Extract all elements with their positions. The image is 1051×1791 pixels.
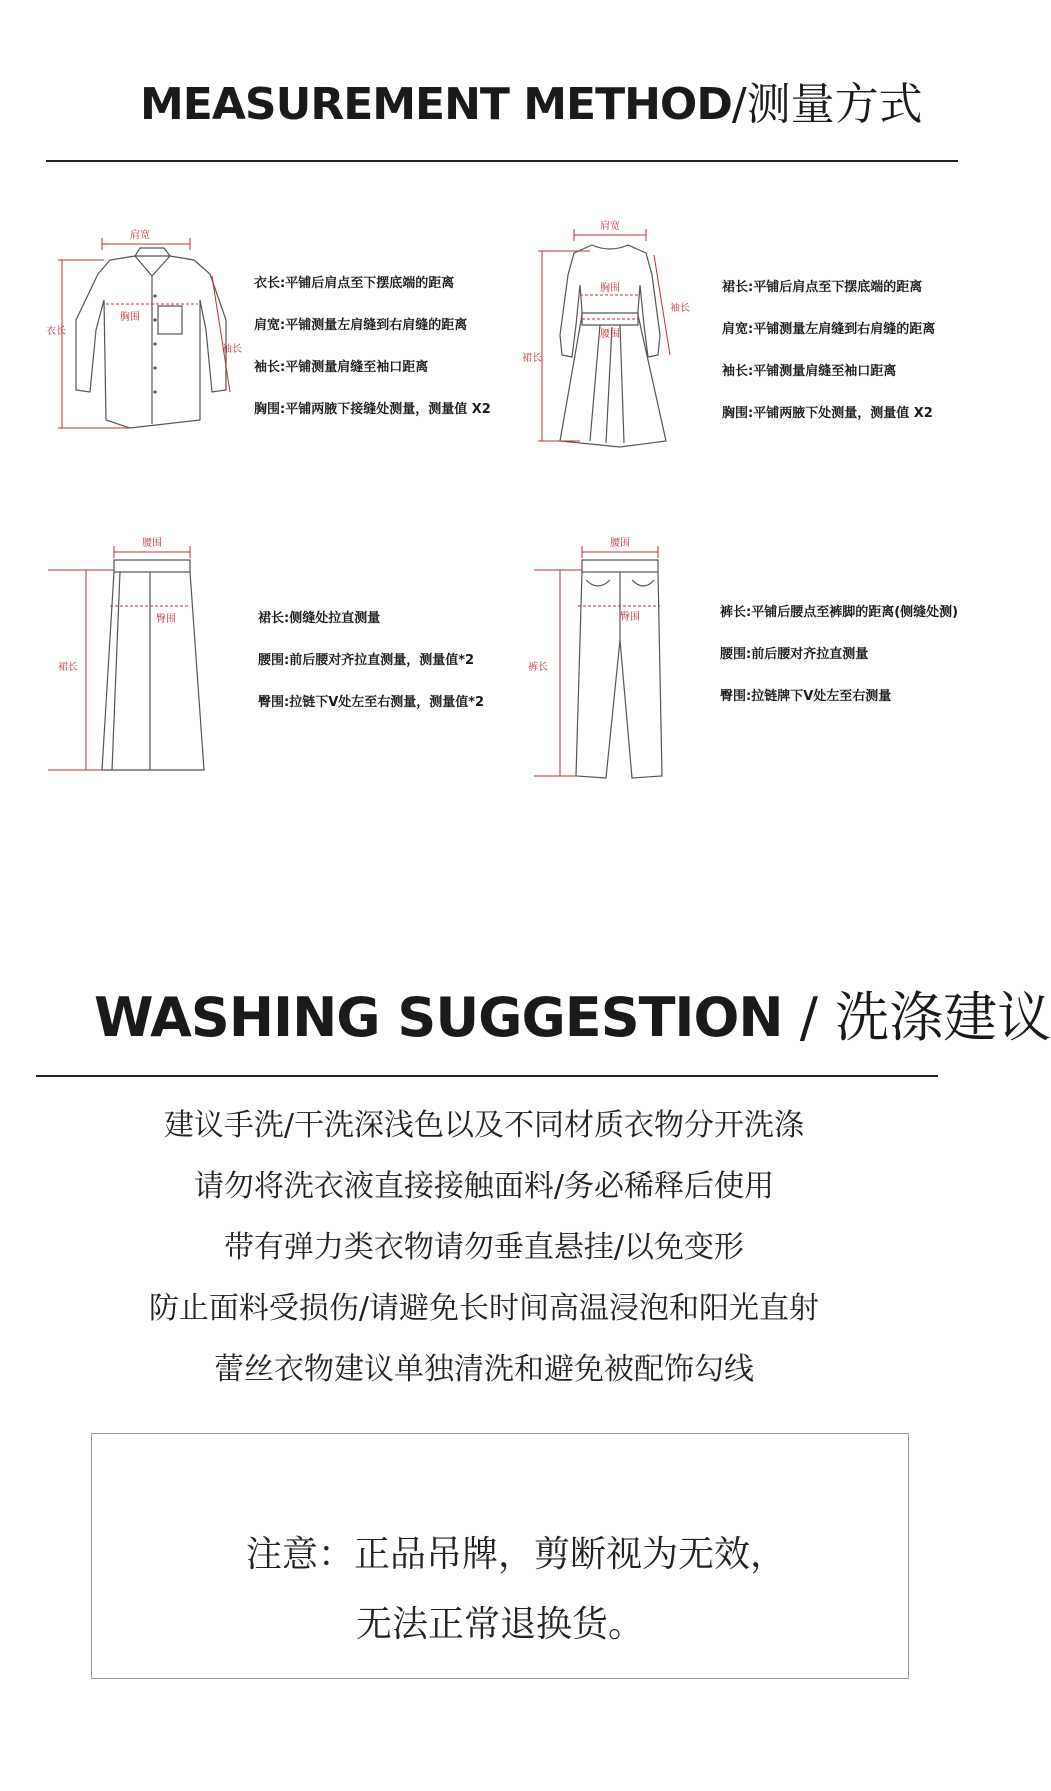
dress-sleeve-label: 袖长 (670, 303, 690, 314)
dress-line: 袖长:平铺测量肩缝至袖口距离 (722, 364, 897, 379)
skirt-line: 臀围:拉链下V处左至右测量，测量值*2 (258, 695, 485, 710)
pants-hip-label: 臀围 (620, 612, 640, 623)
pants-line: 腰围:前后腰对齐拉直测量 (720, 647, 869, 662)
measurement-title (140, 78, 923, 132)
shirt-sleeve-label: 袖长 (222, 344, 242, 355)
dress-line: 裙长:平铺后肩点至下摆底端的距离 (722, 280, 923, 295)
notice-line-1: 注意：正品吊牌，剪断视为无效， (245, 1534, 786, 1575)
measurement-title-en: MEASUREMENT METHOD (140, 79, 732, 130)
dress-line: 胸围:平铺两腋下处测量，测量值 X2 (722, 406, 933, 421)
shirt-diagram (40, 220, 240, 440)
shirt-line: 肩宽:平铺测量左肩缝到右肩缝的距离 (254, 318, 468, 333)
shirt-shoulder-label: 肩宽 (130, 230, 150, 241)
dress-diagram (520, 215, 700, 455)
washing-line: 带有弹力类衣物请勿垂直悬挂/以免变形 (223, 1230, 745, 1265)
pants-line: 裤长:平铺后腰点至裤脚的距离(侧缝处测) (720, 605, 959, 620)
dress-waist-label: 腰围 (600, 329, 620, 340)
dress-line: 肩宽:平铺测量左肩缝到右肩缝的距离 (722, 322, 936, 337)
pants-instructions (720, 601, 958, 704)
measurement-title-cn: /测量方式 (731, 79, 923, 130)
pants-line: 臀围:拉链牌下V处左至右测量 (720, 689, 892, 704)
pants-diagram (520, 530, 680, 790)
skirt-diagram (40, 530, 220, 780)
shirt-line: 袖长:平铺测量肩缝至袖口距离 (254, 360, 429, 375)
skirt-line: 腰围:前后腰对齐拉直测量，测量值*2 (258, 653, 475, 668)
skirt-hip-label: 臀围 (156, 614, 176, 625)
shirt-length-label: 衣长 (46, 326, 66, 337)
washing-title-en: WASHING SUGGESTION (94, 986, 783, 1049)
shirt-line: 衣长:平铺后肩点至下摆底端的距离 (254, 276, 455, 291)
notice-box (91, 1433, 909, 1679)
washing-divider (36, 1075, 938, 1077)
skirt-length-label: 裙长 (58, 662, 78, 673)
skirt-waist-label: 腰围 (142, 538, 162, 549)
dress-instructions (722, 276, 935, 421)
dress-length-label: 裙长 (522, 353, 542, 364)
washing-line: 蕾丝衣物建议单独清洗和避免被配饰勾线 (214, 1352, 754, 1387)
dress-shoulder-label: 肩宽 (600, 221, 620, 232)
washing-line: 建议手洗/干洗深浅色以及不同材质衣物分开洗涤 (163, 1108, 805, 1143)
measurement-divider (46, 160, 958, 162)
washing-title (94, 986, 1051, 1050)
washing-line: 防止面料受损伤/请避免长时间高温浸泡和阳光直射 (148, 1291, 820, 1326)
dress-chest-label: 胸围 (600, 283, 620, 294)
washing-line: 请勿将洗衣液直接接触面料/务必稀释后使用 (193, 1169, 775, 1204)
pants-length-label: 裤长 (528, 662, 548, 673)
skirt-instructions (258, 607, 484, 710)
shirt-chest-label: 胸围 (120, 312, 140, 323)
pants-waist-label: 腰围 (610, 538, 630, 549)
washing-title-cn: / 洗涤建议 (782, 986, 1051, 1049)
shirt-line: 胸围:平铺两腋下接缝处测量，测量值 X2 (254, 402, 491, 417)
notice-line-2: 无法正常退换货。 (355, 1604, 644, 1645)
skirt-line: 裙长:侧缝处拉直测量 (258, 611, 381, 626)
shirt-instructions (254, 272, 491, 417)
